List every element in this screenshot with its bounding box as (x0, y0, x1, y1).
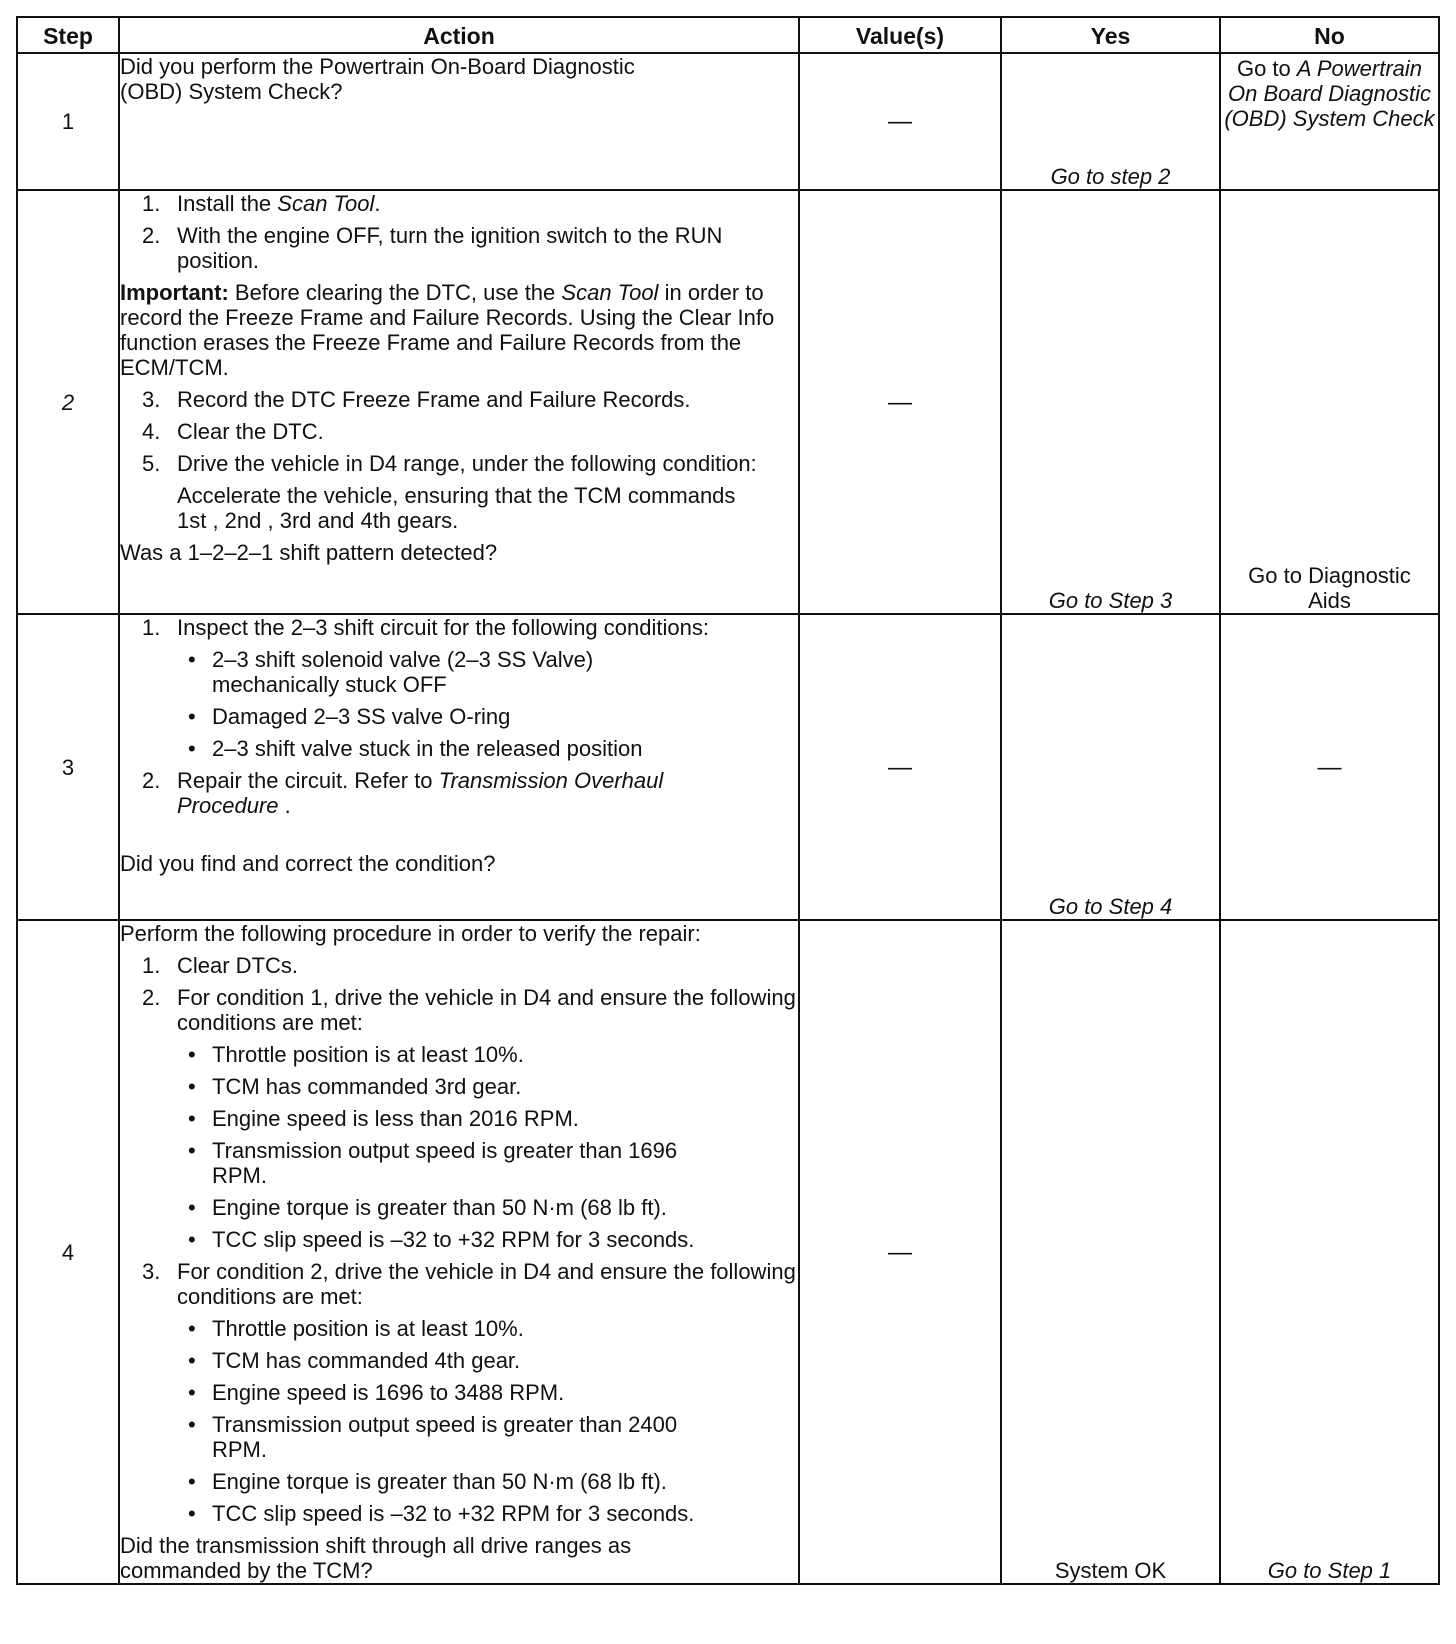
bullet-item (120, 1227, 798, 1252)
value-cell (799, 53, 1001, 190)
item-text: Install the (177, 191, 272, 216)
bullet-text: 2–3 shift solenoid valve (2–3 SS Valve) mechanically stuck OFF (212, 647, 594, 697)
no-link-diagnostic-aids[interactable]: Go to Diagnostic Aids (1220, 190, 1439, 614)
bullet-text: Engine speed is 1696 to 3488 RPM. (212, 1380, 565, 1405)
bullet-item (120, 1195, 798, 1220)
bullet-icon: • (188, 1348, 196, 1373)
bullet-icon: • (188, 736, 196, 761)
item-number: 1. (142, 191, 161, 216)
yes-link-go-to-step-4[interactable]: Go to Step 4 (1001, 614, 1220, 920)
no-dash: — (1317, 753, 1342, 781)
bullet-icon: • (188, 1042, 196, 1067)
header-yes: Yes (1001, 17, 1220, 53)
table-row-step-3 (17, 614, 1439, 920)
item-subtext: Accelerate the vehicle, ensuring that the TCM commands 1st , 2nd , 3rd and 4th gears. (177, 483, 736, 533)
period: . (374, 191, 381, 216)
list-item (120, 419, 798, 444)
item-number: 2. (142, 223, 161, 248)
bullet-item (120, 1380, 798, 1405)
bullet-text: 2–3 shift valve stuck in the released position (212, 736, 643, 761)
bullet-text: Transmission output speed is greater than 1696 RPM. (212, 1138, 678, 1188)
bullet-text: Engine torque is greater than 50 N·m (68 lb ft). (212, 1469, 667, 1494)
yes-link-go-to-step-3[interactable]: Go to Step 3 (1001, 190, 1220, 614)
item-text: Inspect the 2–3 shift circuit for the following conditions: (177, 615, 709, 640)
value-cell (799, 920, 1001, 1584)
no-link-obd-system-check[interactable]: A Powertrain On Board Diagnostic (OBD) System Check (1224, 56, 1435, 131)
list-item (120, 953, 798, 978)
action-question: Was a 1–2–2–1 shift pattern detected? (120, 540, 498, 565)
step-number: 1 (17, 53, 119, 190)
diagnostic-table-page (16, 16, 1440, 1585)
action-cell (119, 614, 799, 920)
list-item (120, 985, 798, 1035)
bullet-text: Throttle position is at least 10%. (212, 1316, 524, 1341)
item-text: Drive the vehicle in D4 range, under the following condition: (177, 451, 757, 476)
list-item (120, 615, 798, 640)
list-item (120, 451, 798, 476)
scan-tool-link[interactable]: Scan Tool (277, 191, 375, 216)
yes-system-ok: System OK (1001, 920, 1220, 1584)
bullet-icon: • (188, 704, 196, 729)
bullet-icon: • (188, 1227, 196, 1252)
period: . (278, 793, 291, 818)
action-question: Did you perform the Powertrain On-Board Diagnostic (OBD) System Check? (120, 54, 635, 104)
bullet-icon: • (188, 1469, 196, 1494)
action-question: Did the transmission shift through all drive ranges as commanded by the TCM? (120, 1533, 632, 1583)
bullet-text: Damaged 2–3 SS valve O-ring (212, 704, 511, 729)
bullet-icon: • (188, 1106, 196, 1131)
item-number: 2. (142, 985, 161, 1010)
procedure-intro: Perform the following procedure in order to verify the repair: (120, 921, 701, 946)
action-cell (119, 53, 799, 190)
list-item (120, 191, 798, 216)
value-cell (799, 614, 1001, 920)
important-label: Important: (120, 280, 229, 305)
header-step: Step (17, 17, 119, 53)
item-number: 2. (142, 768, 161, 793)
header-values: Value(s) (799, 17, 1001, 53)
bullet-item (120, 736, 798, 761)
item-number: 3. (142, 387, 161, 412)
bullet-item (120, 1469, 798, 1494)
bullet-icon: • (188, 1380, 196, 1405)
item-text: For condition 2, drive the vehicle in D4 and ensure the following conditions are met: (177, 1259, 796, 1309)
item-text: With the engine OFF, turn the ignition switch to the RUN position. (177, 223, 723, 273)
header-no: No (1220, 17, 1439, 53)
item-text: For condition 1, drive the vehicle in D4 and ensure the following conditions are met: (177, 985, 796, 1035)
yes-link-go-to-step-2[interactable]: Go to step 2 (1001, 53, 1220, 190)
bullet-item (120, 1138, 798, 1188)
header-action: Action (119, 17, 799, 53)
note-text: in order to record the Freeze Frame and Failure Records. Using the Clear Info function erases the Freeze Frame and Failure Records from the ECM/TCM. (120, 280, 775, 380)
item-number: 5. (142, 451, 161, 476)
list-item (120, 223, 798, 273)
bullet-text: TCC slip speed is –32 to +32 RPM for 3 seconds. (212, 1227, 695, 1252)
scan-tool-link[interactable]: Scan Tool (561, 280, 659, 305)
bullet-icon: • (188, 1074, 196, 1099)
bullet-icon: • (188, 1316, 196, 1341)
bullet-text: Engine torque is greater than 50 N·m (68 lb ft). (212, 1195, 667, 1220)
bullet-text: TCM has commanded 4th gear. (212, 1348, 521, 1373)
value-cell (799, 190, 1001, 614)
list-item (120, 387, 798, 412)
bullet-text: Throttle position is at least 10%. (212, 1042, 524, 1067)
action-cell (119, 920, 799, 1584)
bullet-item (120, 1074, 798, 1099)
item-number: 3. (142, 1259, 161, 1284)
bullet-item (120, 1106, 798, 1131)
no-prefix: Go to (1236, 56, 1291, 81)
step-number: 4 (17, 920, 119, 1584)
important-note (120, 280, 798, 380)
bullet-text: TCC slip speed is –32 to +32 RPM for 3 seconds. (212, 1501, 695, 1526)
no-cell (1220, 614, 1439, 920)
diagnostic-table (16, 16, 1440, 1585)
step-number: 3 (17, 614, 119, 920)
bullet-item (120, 704, 798, 729)
table-row-step-2 (17, 190, 1439, 614)
bullet-icon: • (188, 1195, 196, 1220)
bullet-icon: • (188, 1412, 196, 1437)
no-cell (1220, 53, 1439, 190)
bullet-item (120, 647, 798, 697)
list-item (120, 768, 798, 818)
action-question: Did you find and correct the condition? (120, 851, 496, 876)
table-row-step-1 (17, 53, 1439, 190)
item-text: Clear DTCs. (177, 953, 299, 978)
step-number: 2 (17, 190, 119, 614)
bullet-item (120, 1412, 798, 1462)
note-text: Before clearing the DTC, use the (234, 280, 556, 305)
bullet-icon: • (188, 647, 196, 672)
bullet-item (120, 1501, 798, 1526)
bullet-text: Engine speed is less than 2016 RPM. (212, 1106, 579, 1131)
item-text: Repair the circuit. Refer to (177, 768, 433, 793)
bullet-item (120, 1316, 798, 1341)
item-text: Record the DTC Freeze Frame and Failure Records. (177, 387, 691, 412)
bullet-text: TCM has commanded 3rd gear. (212, 1074, 522, 1099)
header-row (17, 17, 1439, 53)
bullet-item (120, 1042, 798, 1067)
bullet-text: Transmission output speed is greater than 2400 RPM. (212, 1412, 678, 1462)
spacer (120, 825, 798, 851)
bullet-item (120, 1348, 798, 1373)
bullet-icon: • (188, 1501, 196, 1526)
value-dash: — (888, 1238, 912, 1266)
value-dash: — (888, 388, 912, 416)
item-number: 1. (142, 615, 161, 640)
table-row-step-4 (17, 920, 1439, 1584)
item-number: 1. (142, 953, 161, 978)
item-number: 4. (142, 419, 161, 444)
list-item (120, 1259, 798, 1309)
value-dash: — (888, 753, 912, 781)
value-dash: — (888, 108, 912, 135)
transmission-overhaul-link[interactable]: Transmission Overhaul Procedure (177, 768, 664, 818)
action-cell (119, 190, 799, 614)
item-text: Clear the DTC. (177, 419, 324, 444)
bullet-icon: • (188, 1138, 196, 1163)
no-link-go-to-step-1[interactable]: Go to Step 1 (1220, 920, 1439, 1584)
